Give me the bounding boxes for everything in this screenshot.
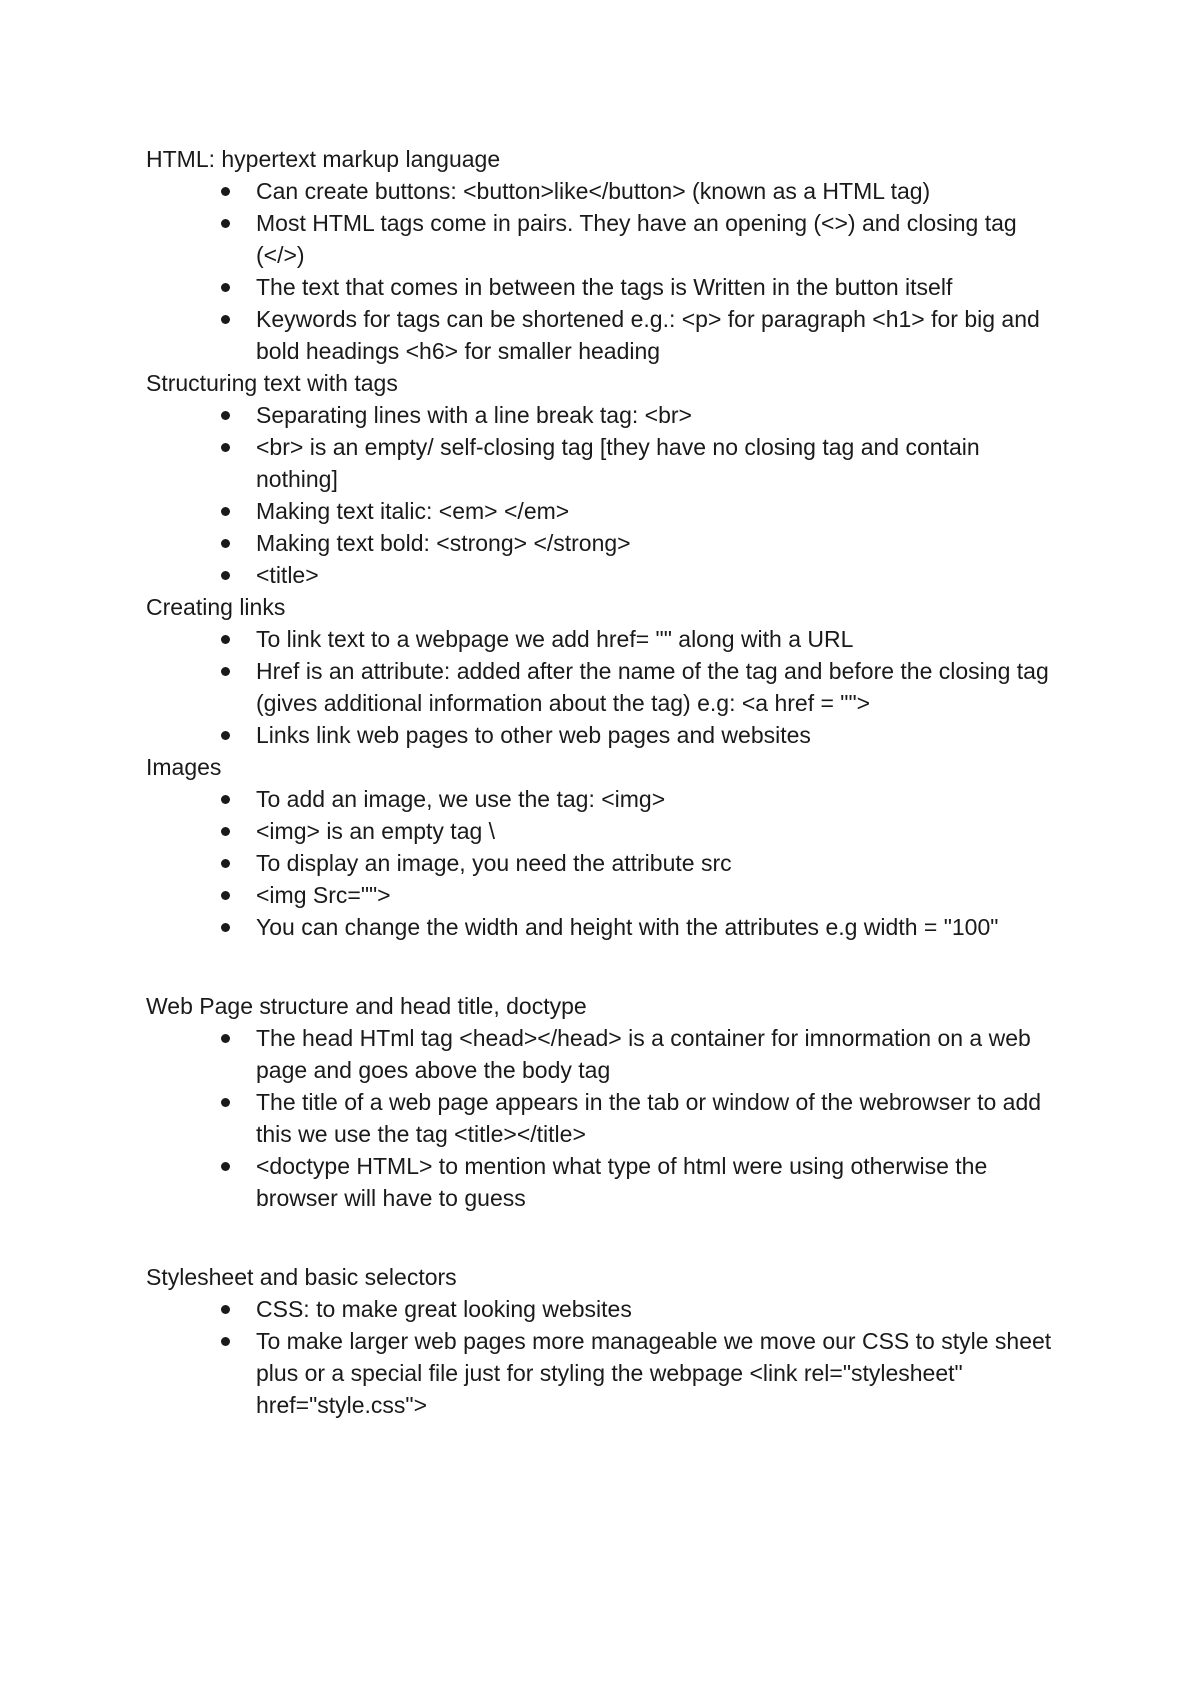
bullet-icon [221,219,230,228]
list-item [256,1150,1066,1214]
list-item [256,879,1066,911]
list-item [256,399,1066,431]
bullet-icon [221,667,230,676]
list-item [256,271,1066,303]
list-item-text: Keywords for tags can be shortened e.g.: <p> for paragraph <h1> for big and bold headings <h6> for smaller heading [256,306,1040,364]
list-item-text: <img> is an empty tag \ [256,818,496,844]
list-item-text: The title of a web page appears in the tab or window of the webrowser to add this we use the tag <title></title> [256,1089,1042,1147]
bullet-icon [221,1305,230,1314]
list-item [256,1293,1066,1325]
list-item-text: To add an image, we use the tag: <img> [256,786,666,812]
section-list-html [146,175,1066,367]
list-item [256,847,1066,879]
list-item-text: The text that comes in between the tags is Written in the button itself [256,274,953,300]
bullet-icon [221,827,230,836]
bullet-icon [221,411,230,420]
list-item-text: Making text bold: <strong> </strong> [256,530,631,556]
section-heading-creating-links: Creating links [146,594,286,620]
list-item [256,911,1066,943]
list-item [256,623,1066,655]
section-heading-images: Images [146,754,222,780]
list-item [256,815,1066,847]
list-item-text: Can create buttons: <button>like</button> (known as a HTML tag) [256,178,931,204]
section-list-images [146,783,1066,943]
list-item [256,719,1066,751]
section-heading-html: HTML: hypertext markup language [146,146,501,172]
list-item-text: Most HTML tags come in pairs. They have an opening (<>) and closing tag (</>) [256,210,1017,268]
bullet-icon [221,891,230,900]
section-spacer [146,943,1066,990]
list-item [256,1325,1066,1421]
list-item-text: Separating lines with a line break tag: <br> [256,402,692,428]
bullet-icon [221,1337,230,1346]
bullet-icon [221,635,230,644]
section-heading-web-page-structure: Web Page structure and head title, doctype [146,993,587,1019]
section-spacer [146,1214,1066,1261]
bullet-icon [221,923,230,932]
list-item-text: <img Src=""> [256,882,391,908]
bullet-icon [221,731,230,740]
list-item [256,1086,1066,1150]
list-item-text: To display an image, you need the attribute src [256,850,732,876]
list-item [256,303,1066,367]
bullet-icon [221,315,230,324]
section-heading-stylesheet: Stylesheet and basic selectors [146,1264,457,1290]
bullet-icon [221,443,230,452]
list-item-text: You can change the width and height with the attributes e.g width = "100" [256,914,999,940]
list-item [256,495,1066,527]
list-item-text: <doctype HTML> to mention what type of html were using otherwise the browser will have to guess [256,1153,988,1211]
list-item [256,783,1066,815]
list-item-text: CSS: to make great looking websites [256,1296,632,1322]
list-item-text: Href is an attribute: added after the name of the tag and before the closing tag (gives additional information about the tag) e.g: <a href = ""> [256,658,1049,716]
list-item [256,207,1066,271]
list-item-text: To link text to a webpage we add href= "" along with a URL [256,626,854,652]
list-item [256,431,1066,495]
bullet-icon [221,795,230,804]
section-list-stylesheet [146,1293,1066,1421]
list-item [256,527,1066,559]
document-page [146,143,1066,1421]
list-item-text: <title> [256,562,319,588]
bullet-icon [221,539,230,548]
list-item [256,1022,1066,1086]
bullet-icon [221,187,230,196]
section-list-creating-links [146,623,1066,751]
list-item-text: Links link web pages to other web pages and websites [256,722,811,748]
section-list-web-page-structure [146,1022,1066,1214]
list-item-text: The head HTml tag <head></head> is a container for imnormation on a web page and goes above the body tag [256,1025,1031,1083]
bullet-icon [221,1098,230,1107]
list-item-text: Making text italic: <em> </em> [256,498,570,524]
bullet-icon [221,283,230,292]
bullet-icon [221,571,230,580]
list-item [256,655,1066,719]
bullet-icon [221,1162,230,1171]
section-heading-structuring-text: Structuring text with tags [146,370,398,396]
bullet-icon [221,1034,230,1043]
section-list-structuring-text [146,399,1066,591]
list-item-text: <br> is an empty/ self-closing tag [they have no closing tag and contain nothing] [256,434,980,492]
list-item [256,175,1066,207]
bullet-icon [221,859,230,868]
list-item-text: To make larger web pages more manageable we move our CSS to style sheet plus or a special file just for styling the webpage <link rel="stylesheet" href="style.css"> [256,1328,1052,1418]
list-item [256,559,1066,591]
bullet-icon [221,507,230,516]
